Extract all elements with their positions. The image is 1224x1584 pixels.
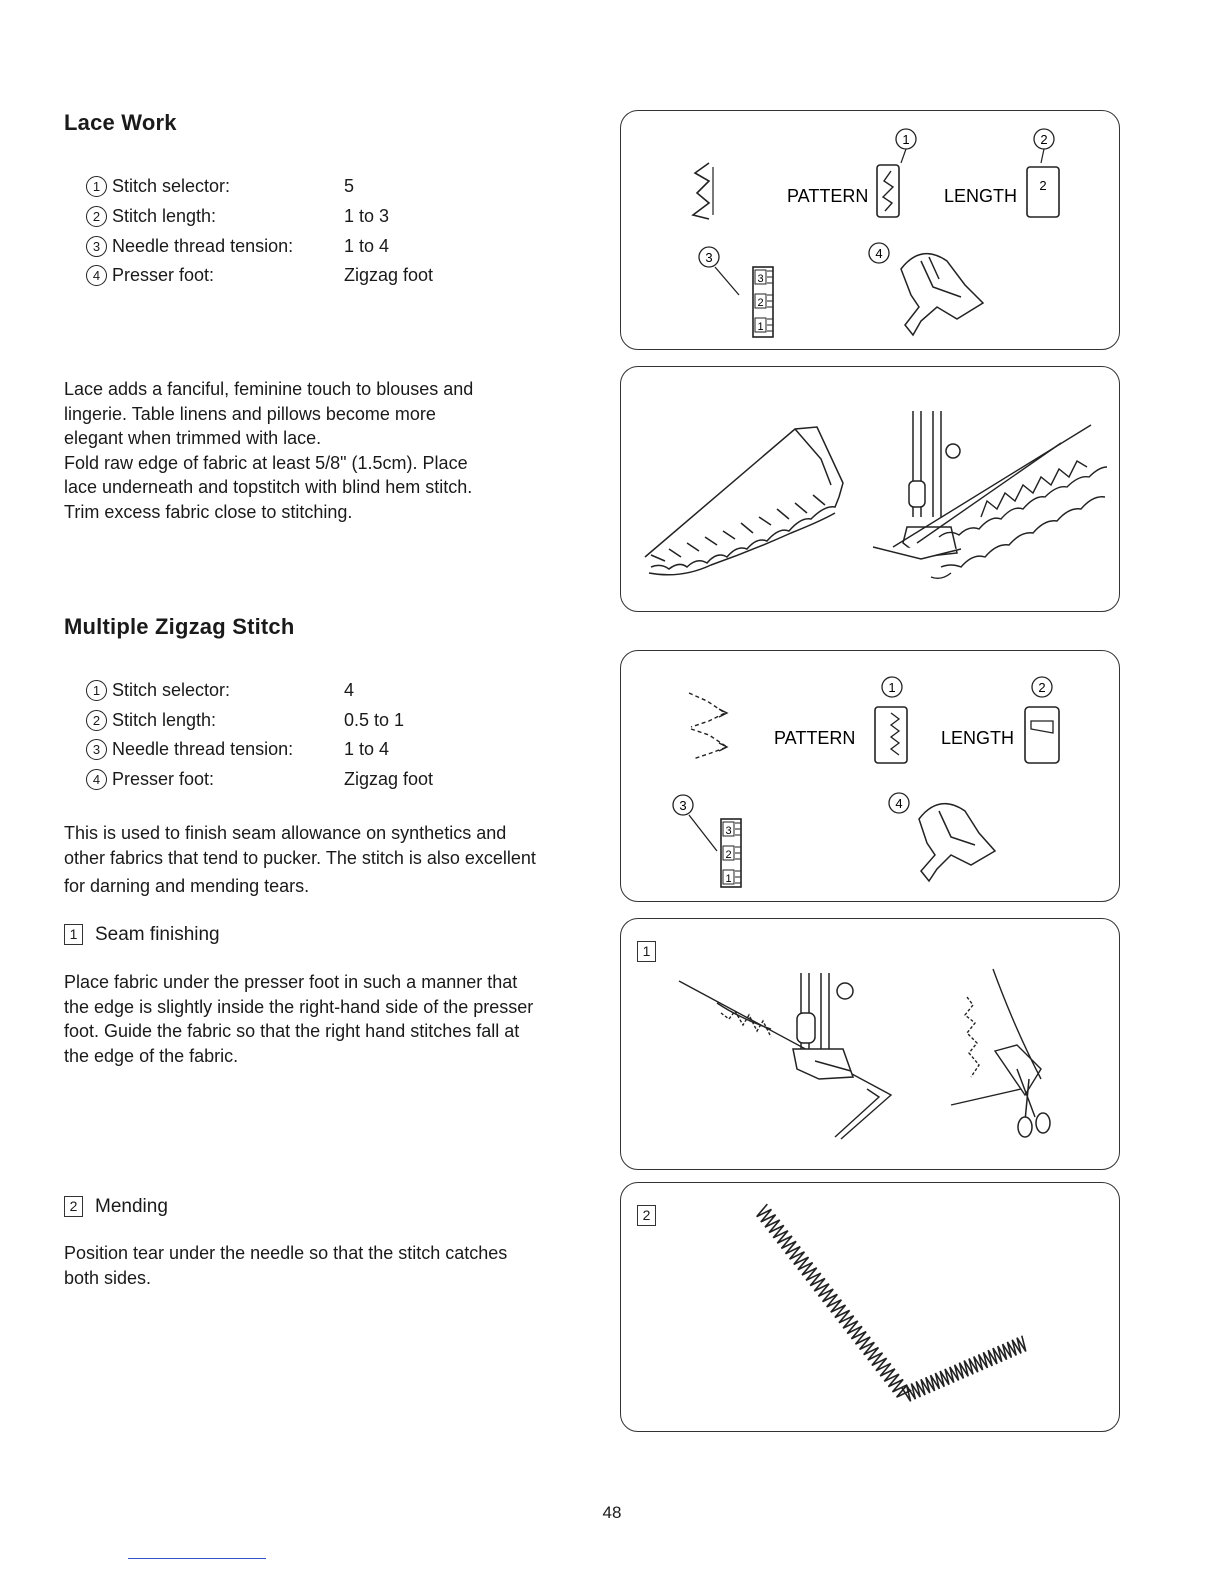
spec-value: 1 to 4 <box>344 236 390 256</box>
callout-3: 3 <box>679 798 687 813</box>
lace-settings-diagram <box>621 111 1119 349</box>
spec-label: Stitch selector: <box>112 176 231 196</box>
spec-row <box>86 201 390 231</box>
spec-row <box>86 260 434 290</box>
tension-mark-1: 1 <box>757 321 764 333</box>
spec-row <box>86 734 390 764</box>
zigzag-foot-icon <box>901 254 983 335</box>
trimmed-seam <box>951 969 1041 1105</box>
callout-number: 4 <box>86 769 107 790</box>
spec-row <box>86 231 390 261</box>
spec-value: 1 to 3 <box>344 206 390 226</box>
spec-label: Presser foot: <box>112 265 215 285</box>
pattern-label: PATTERN <box>787 186 869 206</box>
spec-value: Zigzag foot <box>344 769 434 789</box>
tension-mark-3: 3 <box>757 273 764 285</box>
callout-number: 3 <box>86 236 107 257</box>
mended-tear-stitching <box>757 1204 1026 1401</box>
pattern-label: PATTERN <box>774 728 856 748</box>
callout-2: 2 <box>1040 132 1048 147</box>
tension-mark-3: 3 <box>725 825 732 837</box>
panel-step-number: 1 <box>637 941 656 962</box>
text-line: Position tear under the needle so that the stitch catches <box>64 1243 508 1263</box>
spec-label: Needle thread tension: <box>112 236 294 256</box>
zigzag-foot-icon <box>919 804 995 881</box>
text-line: Trim excess fabric close to stitching. <box>64 501 353 522</box>
folded-fabric-lace <box>645 427 843 575</box>
length-label: LENGTH <box>941 728 1015 748</box>
mending-panel <box>620 1182 1120 1432</box>
seam-finishing-panel <box>620 918 1120 1170</box>
spec-value: Zigzag foot <box>344 265 434 285</box>
text-line: for darning and mending tears. <box>64 876 310 896</box>
text-line: Place fabric under the presser foot in such a manner that <box>64 972 518 992</box>
lace-settings-panel <box>620 110 1120 350</box>
spec-value: 1 to 4 <box>344 739 390 759</box>
seam-finishing-illustration <box>621 919 1119 1169</box>
spec-row <box>86 705 405 735</box>
text-line: Lace adds a fanciful, feminine touch to blouses and <box>64 379 474 399</box>
text-line: elegant when trimmed with lace. <box>64 428 322 448</box>
seam-finishing-title <box>64 922 220 948</box>
pattern-dial <box>877 165 899 217</box>
spec-value: 4 <box>344 680 355 700</box>
spec-row <box>86 675 355 705</box>
length-dial <box>1025 707 1059 763</box>
fabric-under-foot <box>679 981 891 1139</box>
text-line: lace underneath and topstitch with blind hem stitch. <box>64 477 473 497</box>
spec-label: Stitch length: <box>112 710 217 730</box>
text-line: other fabrics that tend to pucker. The stitch is also excellent <box>64 847 536 868</box>
text-line: Fold raw edge of fabric at least 5/8" (1.5cm). Place <box>64 452 468 473</box>
presser-foot-sewing <box>873 411 961 559</box>
spec-value: 5 <box>344 176 355 196</box>
lace-work-description <box>64 377 594 524</box>
text-line: foot. Guide the fabric so that the right hand stitches fall at <box>64 1021 520 1041</box>
lace-illustration-panel <box>620 366 1120 612</box>
page-number: 48 <box>602 1503 622 1522</box>
text-line: lingerie. Table linens and pillows become more <box>64 403 436 424</box>
callout-number: 2 <box>86 206 107 227</box>
spec-label: Needle thread tension: <box>112 739 294 759</box>
spec-row <box>86 171 355 201</box>
spec-label: Stitch selector: <box>112 680 231 700</box>
mending-label: Mending <box>95 1196 168 1217</box>
callout-4: 4 <box>875 246 883 261</box>
tension-mark-2: 2 <box>757 297 764 309</box>
spec-row <box>86 764 434 794</box>
multiple-zigzag-heading: Multiple Zigzag Stitch <box>64 614 295 639</box>
mending-description <box>64 1241 604 1290</box>
callout-number: 3 <box>86 739 107 760</box>
panel-step-number: 2 <box>637 1205 656 1226</box>
multiple-zigzag-description <box>64 821 604 899</box>
callout-1: 1 <box>902 132 910 147</box>
step-number-box: 2 <box>64 1196 83 1217</box>
pattern-dial <box>875 707 907 763</box>
mending-illustration <box>621 1183 1119 1431</box>
lace-work-heading: Lace Work <box>64 110 177 135</box>
sewing-machine-foot <box>793 973 853 1079</box>
tension-mark-2: 2 <box>725 849 732 861</box>
length-dial-value: 2 <box>1039 178 1047 193</box>
callout-number: 1 <box>86 176 107 197</box>
lace-illustration <box>621 367 1119 611</box>
text-line: the edge is slightly inside the right-hand side of the presser <box>64 996 534 1017</box>
callout-3: 3 <box>705 250 713 265</box>
mending-title <box>64 1194 168 1220</box>
callout-2: 2 <box>1038 680 1046 695</box>
spec-value: 0.5 to 1 <box>344 710 405 730</box>
callout-1: 1 <box>888 680 896 695</box>
step-number-box: 1 <box>64 924 83 945</box>
zigzag-settings-diagram <box>621 651 1119 901</box>
text-line: both sides. <box>64 1267 152 1288</box>
callout-number: 1 <box>86 680 107 701</box>
text-line: the edge of the fabric. <box>64 1045 239 1066</box>
spec-label: Stitch length: <box>112 206 217 226</box>
length-label: LENGTH <box>944 186 1018 206</box>
callout-number: 2 <box>86 710 107 731</box>
tension-mark-1: 1 <box>725 873 732 885</box>
zigzag-settings-panel <box>620 650 1120 902</box>
seam-finishing-description <box>64 970 604 1068</box>
callout-number: 4 <box>86 265 107 286</box>
scissors-icon <box>1017 1069 1050 1137</box>
spec-label: Presser foot: <box>112 769 215 789</box>
blind-hem-stitch-icon <box>693 163 709 219</box>
text-line: This is used to finish seam allowance on synthetics and <box>64 823 507 843</box>
footer-rule <box>128 1558 266 1559</box>
callout-4: 4 <box>895 796 903 811</box>
seam-finishing-label: Seam finishing <box>95 924 220 945</box>
